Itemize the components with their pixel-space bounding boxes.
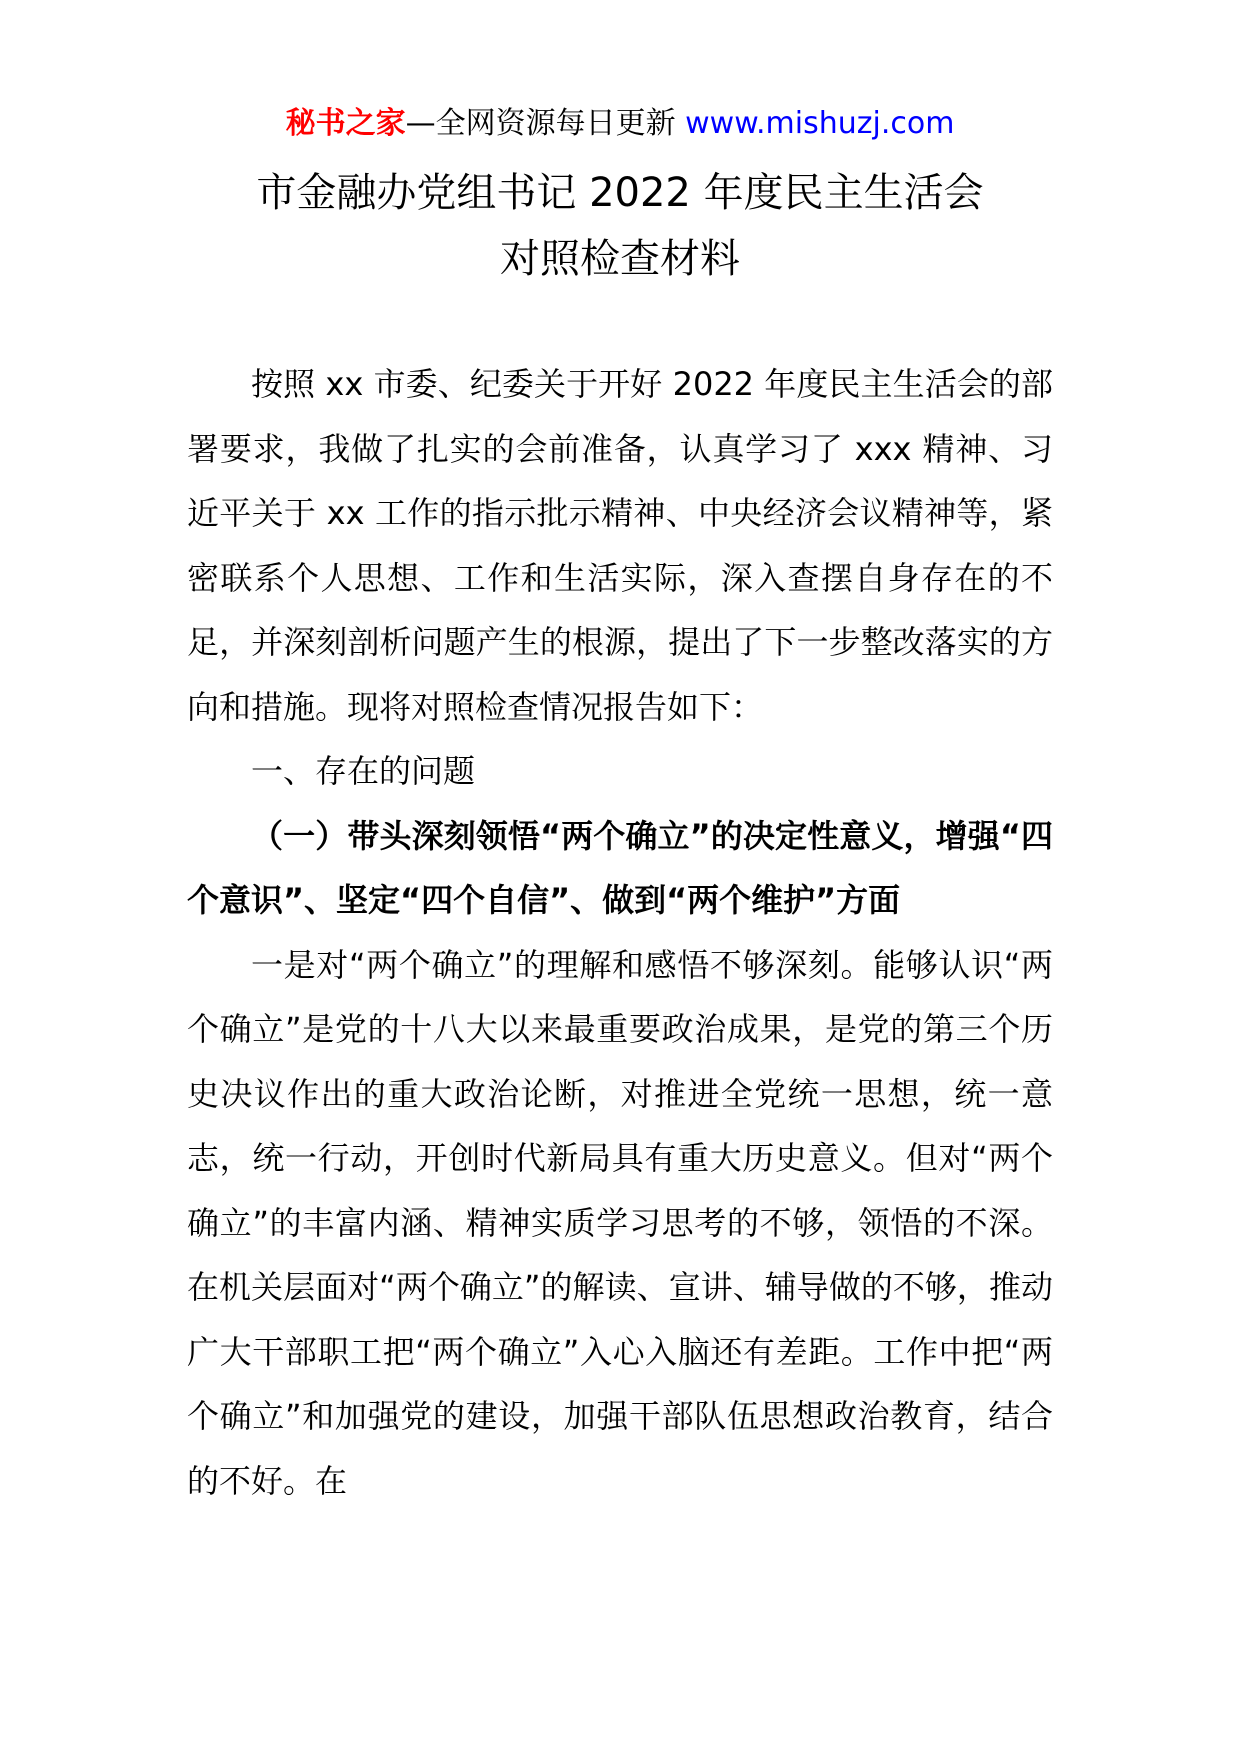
document-body <box>187 352 1053 1513</box>
subsection-heading: （一）带头深刻领悟“两个确立”的决定性意义，增强“四个意识”、坚定“四个自信”、做到“两个维护”方面 <box>187 816 1053 919</box>
document-title <box>0 160 1240 292</box>
body-paragraph: 一是对“两个确立”的理解和感悟不够深刻。能够认识“两个确立”是党的十八大以来最重要政治成果，是党的第三个历史决议作出的重大政治论断，对推进全党统一思想，统一意志，统一行动，开创时代新局具有重大历史意义。但对“两个确立”的丰富内涵、精神实质学习思考的不够，领悟的不深。在机关层面对“两个确立”的解读、宣讲、辅导做的不够，推动广大干部职工把“两个确立”入心入脑还有差距。工作中把“两个确立”和加强党的建设，加强干部队伍思想政治教育，结合的不好。在 <box>187 945 1053 1500</box>
section-heading: 一、存在的问题 <box>251 752 476 790</box>
brand-name: 秘书之家 <box>285 106 406 141</box>
header-tagline: —全网资源每日更新 <box>405 106 676 141</box>
site-header <box>0 100 1240 148</box>
title-line-1: 市金融办党组书记 2022 年度民主生活会 <box>256 170 984 216</box>
title-line-2: 对照检查材料 <box>500 236 740 282</box>
intro-paragraph: 按照 xx 市委、纪委关于开好 2022 年度民主生活会的部署要求，我做了扎实的会前准备，认真学习了 xxx 精神、习近平关于 xx 工作的指示批示精神、中央经济会议精神等，紧密联系个人思想、工作和生活实际，深入查摆自身存在的不足，并深刻剖析问题产生的根源，提出了下一步整改落实的方向和措施。现将对照检查情况报告如下： <box>187 365 1053 726</box>
site-url[interactable]: www.mishuzj.com <box>685 106 955 141</box>
